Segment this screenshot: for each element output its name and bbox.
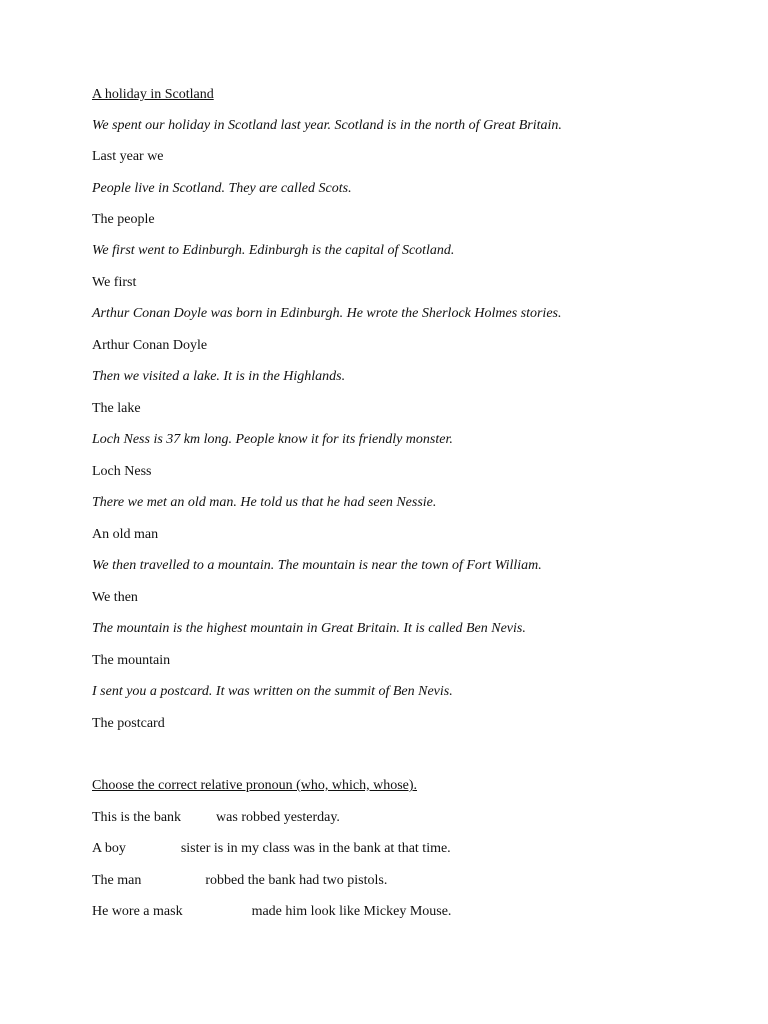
prompt-sentence: There we met an old man. He told us that he had seen Nessie. <box>92 495 437 510</box>
exercise-heading: Choose the correct relative pronoun (who, which, whose). <box>92 778 418 793</box>
prompt-sentence: The mountain is the highest mountain in Great Britain. It is called Ben Nevis. <box>92 621 526 636</box>
answer-start: The people <box>92 212 155 227</box>
answer-start: The lake <box>92 401 141 416</box>
prompt-sentence: We then travelled to a mountain. The mountain is near the town of Fort William. <box>92 558 542 573</box>
prompt-sentence: Then we visited a lake. It is in the Highlands. <box>92 369 346 384</box>
answer-start: We first <box>92 275 137 290</box>
gap-sentence-after: was robbed yesterday. <box>216 810 340 825</box>
gap-sentence <box>92 840 451 858</box>
prompt-sentence: People live in Scotland. They are called Scots. <box>92 181 352 196</box>
gap-sentence-after: robbed the bank had two pistols. <box>205 873 388 888</box>
answer-start: The postcard <box>92 716 165 731</box>
answer-start: Loch Ness <box>92 464 152 479</box>
prompt-sentence: Loch Ness is 37 km long. People know it for its friendly monster. <box>92 432 453 447</box>
answer-start: The mountain <box>92 653 171 668</box>
answer-start: Last year we <box>92 149 164 164</box>
gap-sentence-after: sister is in my class was in the bank at that time. <box>180 841 451 856</box>
answer-start: An old man <box>92 527 159 542</box>
gap-sentence-before: This is the bank <box>92 810 182 825</box>
gap-sentence <box>92 809 340 827</box>
gap-sentence-after: made him look like Mickey Mouse. <box>251 904 452 919</box>
gap-sentence-before: He wore a mask <box>92 904 183 919</box>
worksheet-title: A holiday in Scotland <box>92 87 214 102</box>
prompt-sentence: I sent you a postcard. It was written on the summit of Ben Nevis. <box>92 684 453 699</box>
gap-sentence <box>92 872 387 890</box>
answer-start: We then <box>92 590 138 605</box>
prompt-sentence: We first went to Edinburgh. Edinburgh is the capital of Scotland. <box>92 243 455 258</box>
prompt-sentence: We spent our holiday in Scotland last year. Scotland is in the north of Great Britain. <box>92 118 562 133</box>
gap-sentence <box>92 903 451 921</box>
answer-start: Arthur Conan Doyle <box>92 338 208 353</box>
prompt-sentence: Arthur Conan Doyle was born in Edinburgh. He wrote the Sherlock Holmes stories. <box>92 306 562 321</box>
gap-sentence-before: The man <box>92 873 142 888</box>
gap-sentence-before: A boy <box>92 841 126 856</box>
